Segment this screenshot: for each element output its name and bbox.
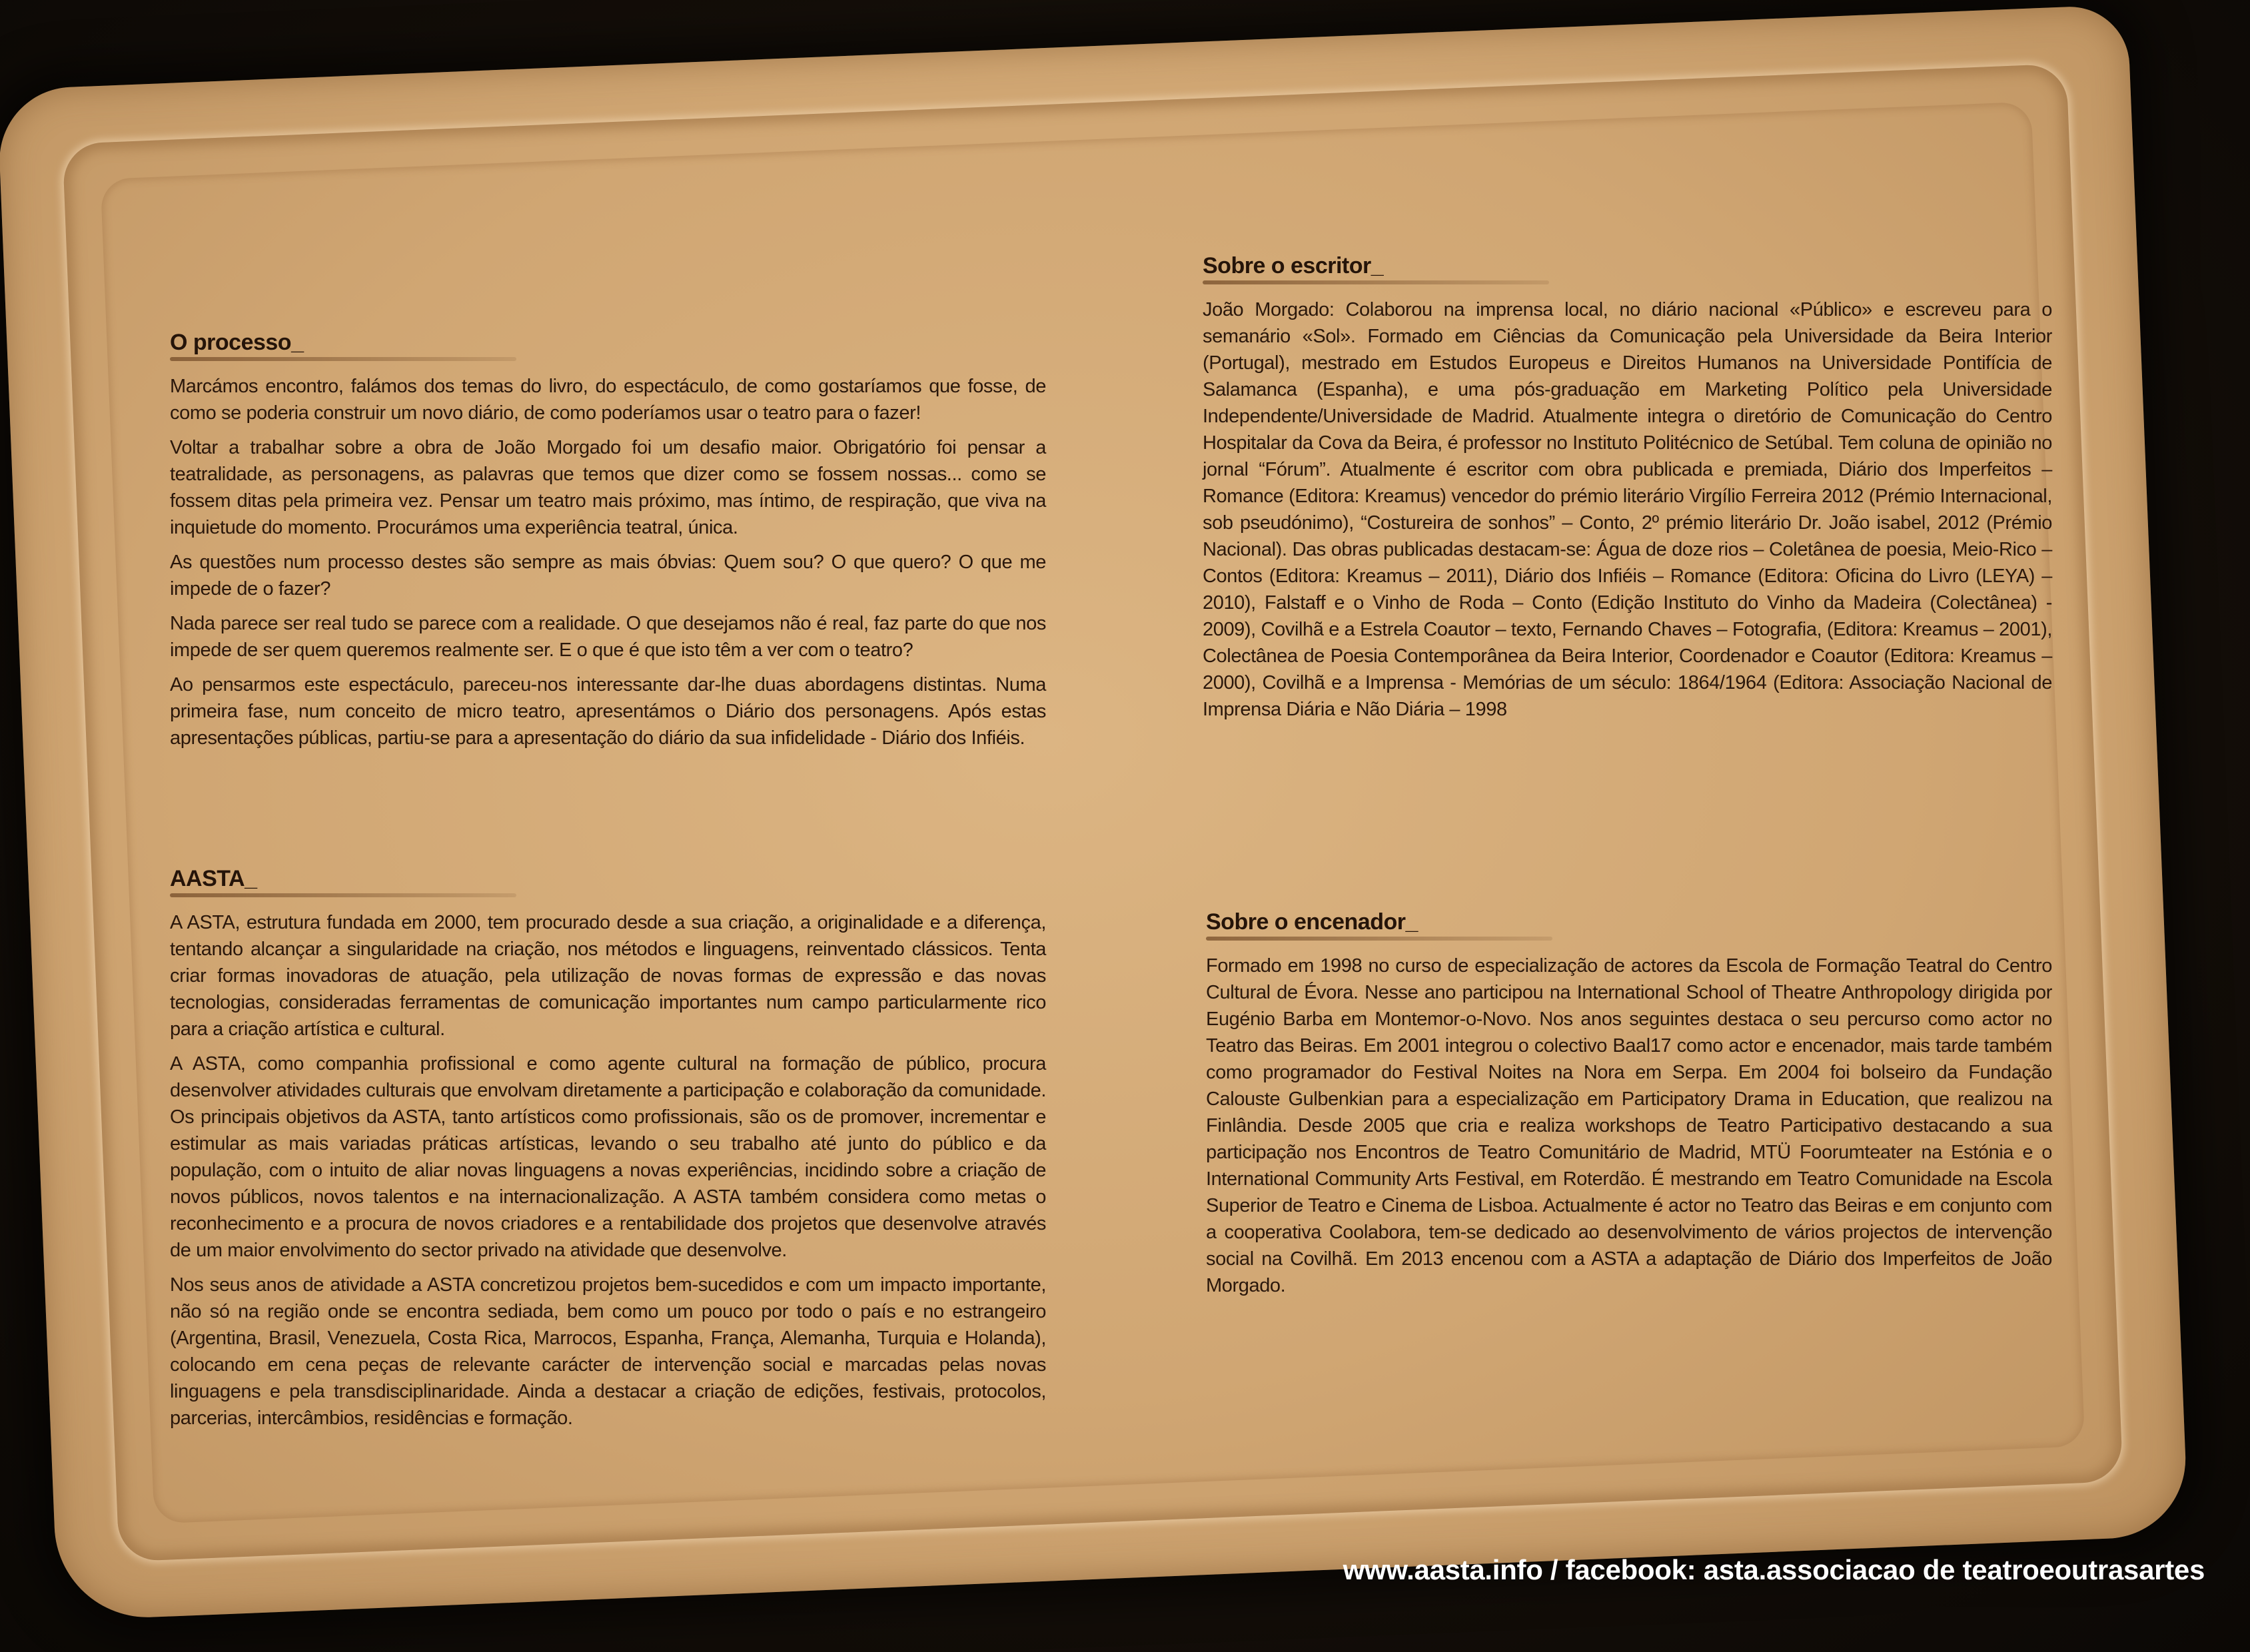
section-asta xyxy=(170,866,1046,1440)
paragraph: A ASTA, estrutura fundada em 2000, tem procurado desde a sua criação, a originalidade e a diferença, tentando alcançar a singularidade na criação, nos métodos e linguagens, reinventado clássicos. Tenta criar formas inovadoras de atuação, pela utilização de novas formas de expressão e das novas tecnologias, consideradas ferramentas de comunicação importantes num campo particularmente rico para a criação artística e cultural. xyxy=(170,912,1046,1040)
section-escritor xyxy=(1203,253,2052,731)
footer-website-link[interactable]: www.aasta.info / facebook: asta.associacao de teatroeoutrasartes xyxy=(1343,1554,2205,1585)
section-processo xyxy=(170,330,1046,759)
paragraph: João Morgado: Colaborou na imprensa local, no diário nacional «Público» e escreveu para o semanário «Sol». Formado em Ciências da Comunicação pela Universidade da Beira Interior (Portugal), mestrado em Estudos Europeus e Direitos Humanos na Universidade Pontifícia de Salamanca (Espanha), e uma pós-graduação em Marketing Político pela Universidade Independente/Universidade de Madrid. Atualmente integra o diretório de Comunicação do Centro Hospitalar da Cova da Beira, é professor no Instituto Politécnico de Setúbal. Tem coluna de opinião no jornal “Fórum”. Atualmente é escritor com obra publicada e premiada, Diário dos Imperfeitos – Romance (Editora: Kreamus) vencedor do prémio literário Virgílio Ferreira 2012 (Prémio Internacional, sob pseudónimo), “Costureira de sonhos” – Conto, 2º prémio literário Dr. João isabel, 2012 (Prémio Nacional). Das obras publicadas destacam-se: Água de doze rios – Coletânea de poesia, Meio-Rico – Contos (Editora: Kreamus – 2011), Diário dos Infiéis – Romance (Editora: Oficina do Livro (LEYA) – 2010), Falstaff e o Vinho de Roda – Conto (Edição Instituto do Vinho da Madeira (Colectânea) - 2009), Covilhã e a Estrela Coautor – texto, Fernando Chaves – Fotografia, (Editora: Kreamus – 2001), Colectânea de Poesia Contemporânea da Beira Interior, Coordenador e Coautor (Editora: Kreamus – 2000), Covilhã e a Imprensa - Memórias de um século: 1864/1964 (Editora: Associação Nacional de Imprensa Diária e Não Diária – 1998 xyxy=(1203,299,2052,720)
section-title-asta: AASTA_ xyxy=(170,866,257,891)
paragraph: Marcámos encontro, falámos dos temas do livro, do espectáculo, de como gostaríamos que fosse, de como se poderia construir um novo diário, de como poderíamos usar o teatro para o fazer! xyxy=(170,376,1046,424)
paragraph: Ao pensarmos este espectáculo, pareceu-nos interessante dar-lhe duas abordagens distintas. Numa primeira fase, num conceito de micro teatro, apresentámos o Diário dos personagens. Após estas apresentações públicas, partiu-se para a apresentação do diário da sua infidelidade - Diário dos Infiéis. xyxy=(170,674,1046,749)
title-underline xyxy=(170,357,516,361)
section-title-processo: O processo_ xyxy=(170,330,304,355)
paragraph: Nos seus anos de atividade a ASTA concretizou projetos bem-sucedidos e com um impacto importante, não só na região onde se encontra sediada, bem como um pouco por todo o país e no estrangeiro (Argentina, Brasil, Venezuela, Costa Rica, Marrocos, Espanha, França, Alemanha, Turquia e Holanda), colocando em cena peças de relevante carácter de intervenção social e marcadas pelas novas linguagens e pela transdisciplinaridade. Ainda a destacar a criação de edições, festivais, protocolos, parcerias, intercâmbios, residências e formação. xyxy=(170,1274,1046,1429)
paragraph: Formado em 1998 no curso de especialização de actores da Escola de Formação Teatral do Centro Cultural de Évora. Nesse ano participou na International School of Theatre Anthropology dirigida por Eugénio Barba em Montemor-o-Novo. Nos anos seguintes destaca o seu percurso como actor no Teatro das Beiras. Em 2001 integrou o colectivo Baal17 como actor e encenador, mais tarde também como programador do Festival Noites na Nora em Serpa. Em 2004 foi bolseiro da Fundação Calouste Gulbenkian para a especialização em Participatory Drama in Education, que realizou na Finlândia. Desde 2005 que cria e realiza workshops de Teatro Participativo destacando a sua participação nos Encontros de Teatro Comunitário de Madrid, MTÜ Foorumteater na Estónia e o International Community Arts Festival, em Roterdão. É mestrando em Teatro Comunidade na Escola Superior de Teatro e Cinema de Lisboa. Actualmente é actor no Teatro das Beiras e em conjunto com a cooperativa Coolabora, tem-se dedicado ao desenvolvimento de vários projectos de intervenção social na Covilhã. Em 2013 encenou com a ASTA a adaptação de Diário dos Imperfeitos de João Morgado. xyxy=(1206,955,2052,1296)
title-underline xyxy=(1206,937,1552,941)
title-underline xyxy=(1203,280,1549,284)
section-title-escritor: Sobre o escritor_ xyxy=(1203,253,1384,278)
paragraph: As questões num processo destes são sempre as mais óbvias: Quem sou? O que quero? O que me impede de o fazer? xyxy=(170,552,1046,600)
section-encenador xyxy=(1206,909,2052,1307)
paragraph: Nada parece ser real tudo se parece com a realidade. O que desejamos não é real, faz parte do que nos impede de ser quem queremos realmente ser. E o que é que isto têm a ver com o teatro? xyxy=(170,613,1046,661)
section-title-encenador: Sobre o encenador_ xyxy=(1206,909,1418,935)
paragraph: A ASTA, como companhia profissional e como agente cultural na formação de público, procura desenvolver atividades culturais que envolvam diretamente a participação e colaboração da comunidade. Os principais objetivos da ASTA, tanto artísticos como profissionais, são os de promover, incrementar e estimular as mais variadas práticas artísticas, levando o seu trabalho até junto do público e da população, com o intuito de aliar novas linguagens a novas experiências, incidindo sobre a criação de novos públicos, novos talentos e na internacionalização. A ASTA também considera como metas o reconhecimento e a procura de novos criadores e a rentabilidade dos projetos que desenvolve através de um maior envolvimento do sector privado na atividade que desenvolve. xyxy=(170,1053,1046,1261)
paragraph: Voltar a trabalhar sobre a obra de João Morgado foi um desafio maior. Obrigatório foi pensar a teatralidade, as personagens, as palavras que temos que dizer como se fossem nossas... como se fossem ditas pela primeira vez. Pensar um teatro mais próximo, mas íntimo, de respiração, que viva na inquietude do momento. Procurámos uma experiência teatral, única. xyxy=(170,437,1046,538)
title-underline xyxy=(170,893,516,897)
